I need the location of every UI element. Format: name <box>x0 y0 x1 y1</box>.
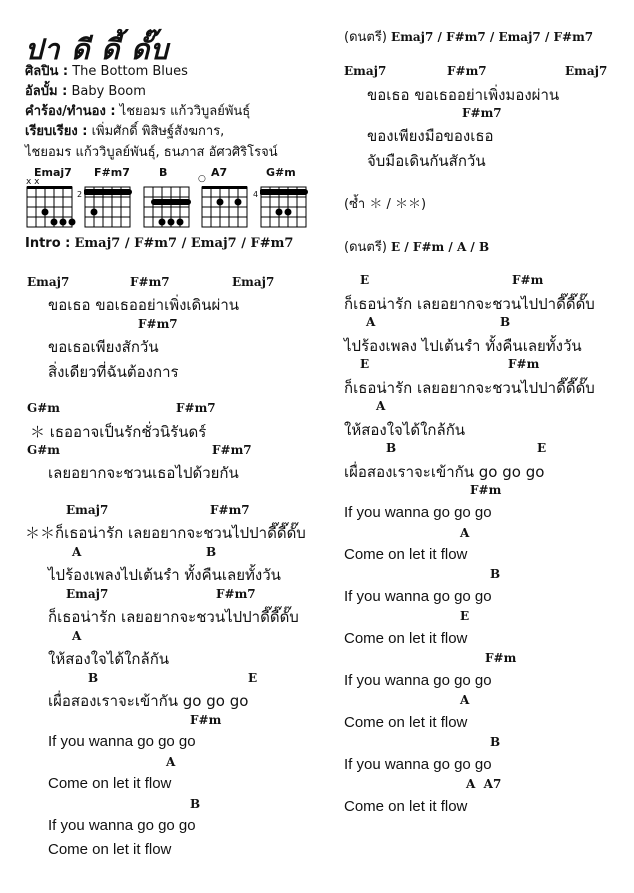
fret-number: 4 <box>253 190 259 199</box>
intro-label: Intro : <box>25 236 71 251</box>
chord-diagram-name: B <box>159 166 168 179</box>
interlude-label: (ดนตรี) <box>344 240 387 255</box>
lyric-line: ให้สองใจได้ใกล้กัน <box>48 650 170 668</box>
lyric-line: เผื่อสองเราจะเข้ากัน go go go <box>344 463 545 481</box>
chord-label: Emaj7 <box>232 275 275 289</box>
writer-label: คำร้อง/ทำนอง : <box>25 104 116 119</box>
chord-label: F#m <box>485 651 517 665</box>
chord-label: G#m <box>27 443 60 457</box>
chord-label: B <box>206 545 217 559</box>
chord-label: A <box>366 315 376 329</box>
lyric-line: สิ่งเดียวที่ฉันต้องการ <box>48 363 179 381</box>
lyric-line: ของเพียงมือของเธอ <box>367 127 494 145</box>
lyric-line: Come on let it flow <box>48 841 172 858</box>
chord-label: A <box>460 526 470 540</box>
chord-label: Emaj7 <box>66 503 109 517</box>
lyric-line: ให้สองใจได้ใกล้กัน <box>344 421 466 439</box>
chord-label: A <box>376 399 386 413</box>
chord-label: A <box>166 755 176 769</box>
arranger-label: เรียบเรียง : <box>25 124 88 139</box>
fretboard-grid <box>260 186 312 230</box>
chord-label: A <box>72 545 82 559</box>
artist-label: ศิลปิน : <box>25 64 69 79</box>
interlude-label: (ดนตรี) <box>344 30 387 45</box>
fretboard-grid <box>26 186 78 230</box>
fret-number: 2 <box>77 190 83 199</box>
chord-label: F#m7 <box>176 401 216 415</box>
writer-line <box>25 102 250 122</box>
lyric-line: ＊ เธออาจเป็นรักชั่วนิรันดร์ <box>30 423 207 441</box>
lyric-line: If you wanna go go go <box>344 588 492 605</box>
lyric-line: If you wanna go go go <box>344 504 492 521</box>
fretboard-grid <box>84 186 136 230</box>
chord-label: Emaj7 <box>344 64 387 78</box>
arranger-line <box>25 122 224 142</box>
chord-label: E <box>248 671 258 685</box>
album-label: อัลบั้ม : <box>25 84 68 99</box>
interlude-line <box>344 26 593 47</box>
lyric-line: ไปร้องเพลง ไปเต้นรำ ทั้งคืนเลยทั้งวัน <box>344 337 582 355</box>
chord-label: F#m7 <box>447 64 487 78</box>
lyric-line: Come on let it flow <box>344 630 468 647</box>
chord-label: F#m7 <box>462 106 502 120</box>
chord-label: F#m <box>470 483 502 497</box>
chord-label: B <box>386 441 397 455</box>
lyric-line: จับมือเดินกันสักวัน <box>367 152 486 170</box>
chord-label: B <box>190 797 201 811</box>
chord-label: Emaj7 <box>27 275 70 289</box>
lyric-line: Come on let it flow <box>344 798 468 815</box>
chord-label: F#m <box>190 713 222 727</box>
chord-diagram-name: F#m7 <box>94 166 130 179</box>
lyric-line: ก็เธอน่ารัก เลยอยากจะชวนไปปาดี๊ดี๊ดั๊บ <box>48 608 299 626</box>
lyric-line: Come on let it flow <box>344 714 468 731</box>
chord-label: B <box>500 315 511 329</box>
chord-diagram-name: A7 <box>211 166 228 179</box>
lyric-line: ไปร้องเพลงไปเต้นรำ ทั้งคืนเลยทั้งวัน <box>48 566 281 584</box>
lyric-line: ขอเธอ ขอเธออย่าเพิ่งมองผ่าน <box>367 86 560 104</box>
chord-label: F#m <box>508 357 540 371</box>
arranger-line-2: ไชยอมร แก้ววิบูลย์พันธุ์, ธนภาส อัศวศิริโรจน์ <box>25 145 278 160</box>
chord-label: F#m7 <box>210 503 250 517</box>
chord-label: A <box>460 693 470 707</box>
interlude-chords: Emaj7 / F#m7 / Emaj7 / F#m7 <box>391 30 594 44</box>
lyric-line: If you wanna go go go <box>344 672 492 689</box>
fretboard-grid <box>201 186 253 230</box>
intro-line <box>25 236 293 251</box>
artist-line <box>25 62 188 82</box>
chord-label: E <box>360 357 370 371</box>
fretboard-grid <box>143 186 195 230</box>
chord-label: F#m <box>512 273 544 287</box>
chord-label: F#m7 <box>212 443 252 457</box>
interlude-chords: E / F#m / A / B <box>391 240 490 254</box>
album-line <box>25 82 146 102</box>
artist-value: The Bottom Blues <box>72 64 188 79</box>
lyric-line: If you wanna go go go <box>344 756 492 773</box>
lyric-line: ＊＊ก็เธอน่ารัก เลยอยากจะชวนไปปาดี๊ดี๊ดั๊บ <box>25 524 306 542</box>
chord-diagram-name: Emaj7 <box>34 166 72 179</box>
writer-value: ไชยอมร แก้ววิบูลย์พันธุ์ <box>119 104 251 119</box>
chord-label: F#m7 <box>130 275 170 289</box>
chord-label: G#m <box>27 401 60 415</box>
lyric-line: ขอเธอเพียงสักวัน <box>48 338 159 356</box>
chord-label: E <box>360 273 370 287</box>
muted-strings-mark: x x <box>26 177 40 187</box>
lyric-line: Come on let it flow <box>48 775 172 792</box>
chord-diagram-name: G#m <box>266 166 296 179</box>
chord-label: B <box>490 735 501 749</box>
intro-chords: Emaj7 / F#m7 / Emaj7 / F#m7 <box>74 236 294 251</box>
interlude-line-2 <box>344 236 489 257</box>
chord-label: F#m7 <box>138 317 178 331</box>
open-string-mark: ○ <box>198 174 206 184</box>
lyric-line: ขอเธอ ขอเธออย่าเพิ่งเดินผ่าน <box>48 296 240 314</box>
lyric-line: เผื่อสองเราจะเข้ากัน go go go <box>48 692 249 710</box>
chord-label: E <box>460 609 470 623</box>
song-title: ปา ดี ดี้ ดั๊บ <box>25 33 170 66</box>
lyric-line: เลยอยากจะชวนเธอไปด้วยกัน <box>48 464 239 482</box>
lyric-line: If you wanna go go go <box>48 817 196 834</box>
lyric-line: ก็เธอน่ารัก เลยอยากจะชวนไปปาดี๊ดี๊ดั๊บ <box>344 379 595 397</box>
album-value: Baby Boom <box>71 84 146 99</box>
lyric-line: ก็เธอน่ารัก เลยอยากจะชวนไปปาดี๊ดี๊ดั๊บ <box>344 295 595 313</box>
chord-label: Emaj7 <box>565 64 608 78</box>
chord-label: B <box>490 567 501 581</box>
chord-label: Emaj7 <box>66 587 109 601</box>
lyric-line: If you wanna go go go <box>48 733 196 750</box>
chord-label: F#m7 <box>216 587 256 601</box>
arranger-value-1: เพิ่มศักดิ์ พิสิษฐ์สังฆการ, <box>91 124 225 139</box>
chord-label: B <box>88 671 99 685</box>
lyric-line: Come on let it flow <box>344 546 468 563</box>
repeat-note: (ซ้ำ ＊ / ＊＊) <box>344 197 427 212</box>
chord-label: A A7 <box>466 777 502 791</box>
chord-label: A <box>72 629 82 643</box>
chord-label: E <box>537 441 547 455</box>
